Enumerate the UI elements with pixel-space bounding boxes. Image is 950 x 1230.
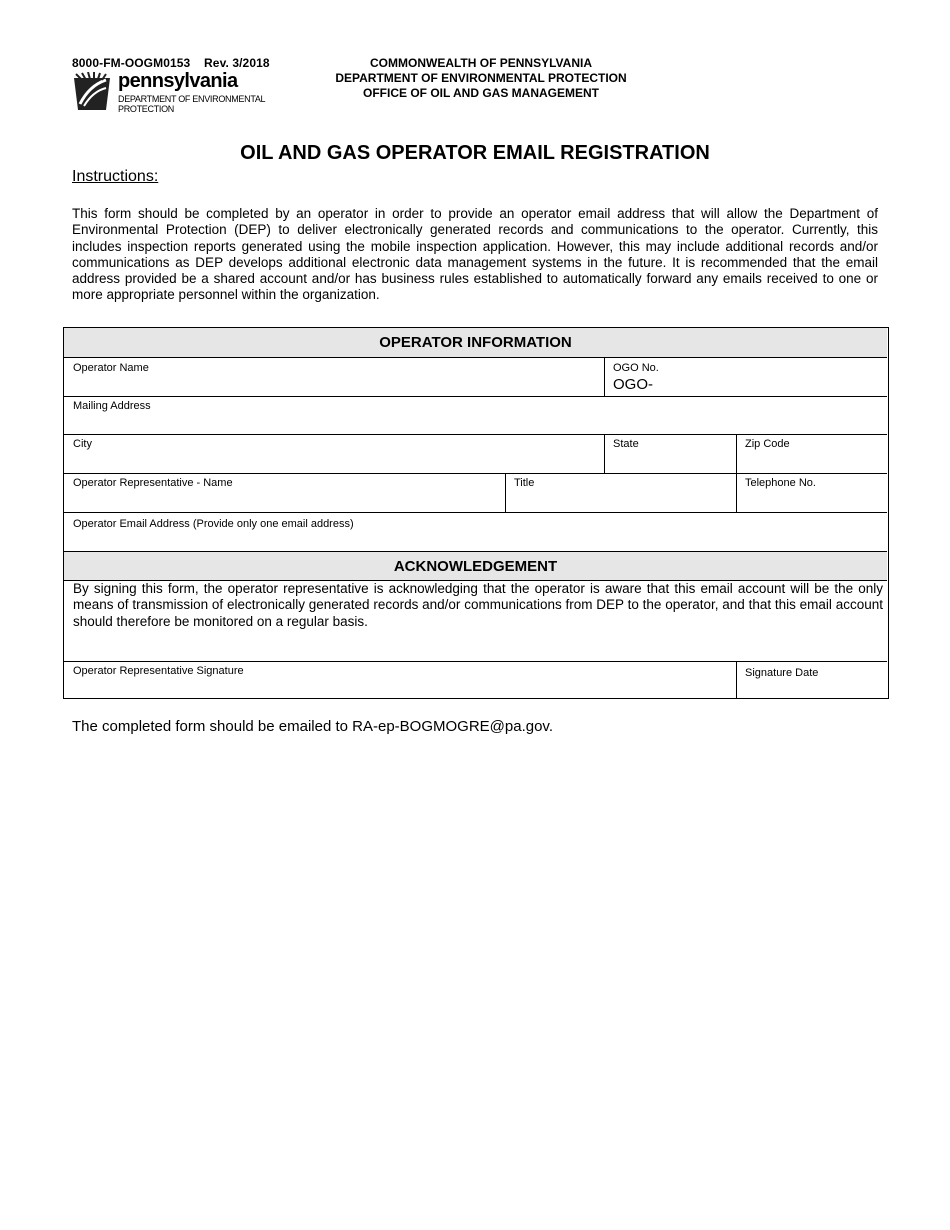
- pa-dep-logo: [72, 70, 272, 114]
- city-field[interactable]: [64, 434, 604, 473]
- rep-title-label: Title: [514, 477, 535, 489]
- acknowledgement-heading: ACKNOWLEDGEMENT: [64, 552, 887, 581]
- city-label: City: [73, 438, 92, 450]
- page-title: OIL AND GAS OPERATOR EMAIL REGISTRATION: [240, 142, 710, 164]
- form-code: 8000-FM-OOGM0153 Rev. 3/2018: [72, 56, 270, 70]
- rep-name-field[interactable]: [64, 473, 505, 512]
- agency-line1: COMMONWEALTH OF PENNSYLVANIA: [370, 56, 592, 70]
- submission-instructions: The completed form should be emailed to RA-ep-BOGMOGRE@pa.gov.: [72, 718, 553, 735]
- column-divider: [505, 473, 506, 512]
- zip-code-field[interactable]: [736, 434, 887, 473]
- state-field[interactable]: [604, 434, 736, 473]
- logo-dept-line1: DEPARTMENT OF ENVIRONMENTAL: [118, 94, 266, 104]
- agency-line2: DEPARTMENT OF ENVIRONMENTAL PROTECTION: [335, 71, 627, 85]
- column-divider: [604, 358, 605, 396]
- acknowledgement-text: By signing this form, the operator representative is acknowledging that the operator is aware that this email account will be the only means of transmission of electronically generated records and/or communications from DEP to the operator, and that this email account should therefore be monitored on a regular basis.: [73, 581, 883, 629]
- agency-heading: [300, 56, 662, 101]
- signature-field[interactable]: [64, 661, 736, 698]
- operator-email-label: Operator Email Address (Provide only one email address): [73, 518, 354, 530]
- ogo-number-field[interactable]: [604, 358, 887, 396]
- registration-form: [63, 327, 889, 699]
- rep-name-label: Operator Representative - Name: [73, 477, 233, 489]
- telephone-field[interactable]: [736, 473, 887, 512]
- column-divider: [604, 434, 605, 473]
- instructions-body: This form should be completed by an operator in order to provide an operator email address that will allow the Department of Environmental Protection (DEP) to deliver electronically generated records and communications to the operator. Currently, this includes inspection reports generated using the mobile inspection application. However, this may include additional records and/or communications as DEP develops additional electronic data management systems in the future. It is recommended that the email address provided be a shared account and/or has business rules established to automatically forward any emails received to one or more appropriate personnel within the organization.: [72, 206, 878, 303]
- telephone-label: Telephone No.: [745, 477, 816, 489]
- signature-date-field[interactable]: [736, 661, 887, 698]
- signature-label: Operator Representative Signature: [73, 665, 244, 677]
- rep-title-field[interactable]: [505, 473, 736, 512]
- zip-code-label: Zip Code: [745, 438, 790, 450]
- state-label: State: [613, 438, 639, 450]
- agency-line3: OFFICE OF OIL AND GAS MANAGEMENT: [363, 86, 599, 100]
- instructions-heading: Instructions:: [72, 168, 159, 185]
- ogo-prefix: OGO-: [613, 376, 653, 393]
- logo-dept-name: [118, 94, 265, 114]
- column-divider: [736, 661, 737, 698]
- operator-email-field[interactable]: [64, 512, 887, 551]
- operator-name-field[interactable]: [64, 358, 604, 396]
- column-divider: [736, 434, 737, 473]
- ogo-number-label: OGO No.: [613, 362, 659, 374]
- logo-state-name: pennsylvania: [118, 70, 238, 92]
- keystone-leaf-icon: [72, 72, 112, 112]
- operator-name-label: Operator Name: [73, 362, 149, 374]
- operator-info-heading: OPERATOR INFORMATION: [64, 328, 887, 358]
- logo-dept-line2: PROTECTION: [118, 104, 175, 114]
- column-divider: [736, 473, 737, 512]
- signature-date-label: Signature Date: [745, 667, 819, 679]
- mailing-address-label: Mailing Address: [73, 400, 151, 412]
- mailing-address-field[interactable]: [64, 396, 887, 434]
